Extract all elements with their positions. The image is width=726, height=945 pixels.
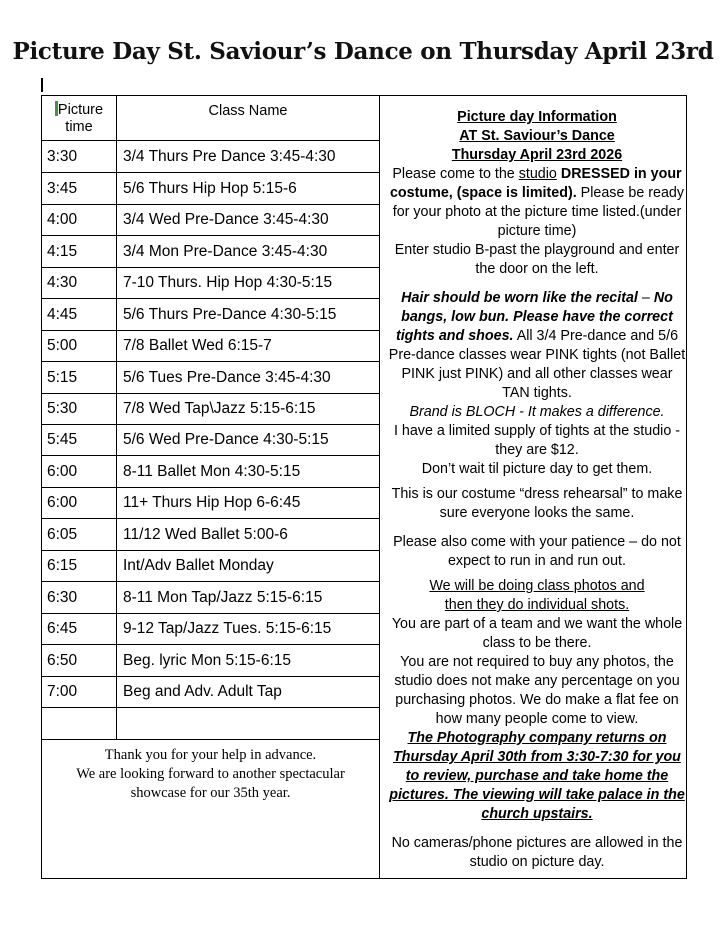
text-cursor [41,78,43,92]
info-patience: Please also come with your patience – do not expect to run in and run out. [393,534,681,569]
class-name: Beg. lyric Mon 5:15-6:15 [123,652,292,669]
picture-time: 4:45 [47,306,78,323]
info-panel [387,108,687,872]
header-class-name: Class Name [208,103,288,119]
picture-time: 5:30 [47,400,78,417]
info-heading-1: Picture day Information [457,109,617,125]
class-name: 5/6 Thurs Pre-Dance 4:30-5:15 [123,306,337,323]
info-arrival: Please come to the studio DRESSED in your costume, (space is limited). Please be ready for your photo at the picture time listed.(under picture time) [389,166,684,239]
page-title: Picture Day St. Saviour’s Dance on Thursday April 23rd [12,38,714,65]
class-name: 11/12 Wed Ballet 5:00-6 [123,526,288,543]
table-row [42,394,379,425]
class-name: 3/4 Thurs Pre Dance 3:45-4:30 [123,148,336,165]
thanks-line-1: Thank you for your help in advance. [104,747,317,763]
class-name: Int/Adv Ballet Monday [123,557,274,574]
table-row [42,456,379,488]
info-individual-shots: then they do individual shots. [444,597,630,613]
class-name: 8-11 Ballet Mon 4:30-5:15 [123,463,301,480]
info-class-photos: We will be doing class photos and [429,578,645,594]
class-name: 3/4 Wed Pre-Dance 3:45-4:30 [123,211,329,228]
class-name: 8-11 Mon Tap/Jazz 5:15-6:15 [123,589,323,606]
info-heading-2: AT St. Saviour’s Dance [459,128,615,144]
thanks-line-2: We are looking forward to another spectacular [76,766,345,782]
info-brand: Brand is BLOCH - It makes a difference. [409,404,665,420]
picture-time: 3:45 [47,180,78,197]
picture-time: 3:30 [47,148,78,165]
info-team: You are part of a team and we want the whole class to be there. [391,616,683,651]
picture-time: 7:00 [47,683,78,700]
table-row [42,299,379,331]
header-picture-time: Picture time [42,101,116,136]
table-row [42,488,379,519]
table-row [42,362,379,394]
class-name: 5/6 Wed Pre-Dance 4:30-5:15 [123,431,329,448]
table-row [42,677,379,708]
info-no-cameras: No cameras/phone pictures are allowed in the studio on picture day. [391,835,683,870]
table-row [42,425,379,456]
table-row [42,708,379,740]
class-name: 11+ Thurs Hip Hop 6-6:45 [123,494,301,511]
thank-you-note [42,746,379,803]
info-rehearsal: This is our costume “dress rehearsal” to make sure everyone looks the same. [391,486,683,521]
picture-time: 6:05 [47,526,78,543]
picture-time: 6:30 [47,589,78,606]
picture-time: 6:00 [47,463,78,480]
table-row [42,205,379,236]
picture-time: 5:00 [47,337,78,354]
table-row [42,551,379,582]
picture-time: 5:45 [47,431,78,448]
info-viewing: The Photography company returns on Thursday April 30th from 3:30-7:30 for you to review, purchase and take home the pictures. The viewing will take palace in the church upstairs. [389,730,685,822]
table-row [42,614,379,645]
class-name: 5/6 Tues Pre-Dance 3:45-4:30 [123,369,331,386]
class-name: 7/8 Ballet Wed 6:15-7 [123,337,272,354]
info-heading-3: Thursday April 23rd 2026 [451,147,623,163]
table-row [42,141,379,173]
table-row [42,645,379,677]
info-tights-supply: I have a limited supply of tights at the studio - they are $12. [393,423,681,458]
picture-time: 5:15 [47,369,78,386]
table-row [42,582,379,614]
class-name: 7/8 Wed Tap\Jazz 5:15-6:15 [123,400,316,417]
info-tights-wait: Don’t wait til picture day to get them. [421,461,653,477]
table-row [42,331,379,362]
picture-time: 4:00 [47,211,78,228]
table-row [42,268,379,299]
class-name: 5/6 Thurs Hip Hop 5:15-6 [123,180,297,197]
table-row [42,236,379,268]
class-name: Beg and Adv. Adult Tap [123,683,282,700]
table-row [42,519,379,551]
picture-time: 6:45 [47,620,78,637]
class-name: 3/4 Mon Pre-Dance 3:45-4:30 [123,243,328,260]
class-name: 7-10 Thurs. Hip Hop 4:30-5:15 [123,274,333,291]
picture-time: 6:15 [47,557,78,574]
class-name: 9-12 Tap/Jazz Tues. 5:15-6:15 [123,620,332,637]
info-not-required: You are not required to buy any photos, the studio does not make any percentage on you purchasing photos. We do make a flat fee on how many people come to view. [394,654,680,727]
column-divider [379,95,380,879]
table-row [42,173,379,205]
picture-time: 6:00 [47,494,78,511]
header-row [42,95,379,141]
info-hair: Hair should be worn like the recital – No bangs, low bun. Please have the correct tights and shoes. All 3/4 Pre-dance and 5/6 Pre-dance classes wear PINK tights (not Ballet PINK just PINK) and all other classes wear TAN tights. [388,290,686,401]
picture-time: 6:50 [47,652,78,669]
time-column-divider [116,95,117,740]
picture-time: 4:30 [47,274,78,291]
info-entrance: Enter studio B-past the playground and enter the door on the left. [394,242,680,277]
thanks-line-3: showcase for our 35th year. [130,785,291,801]
picture-time: 4:15 [47,243,78,260]
